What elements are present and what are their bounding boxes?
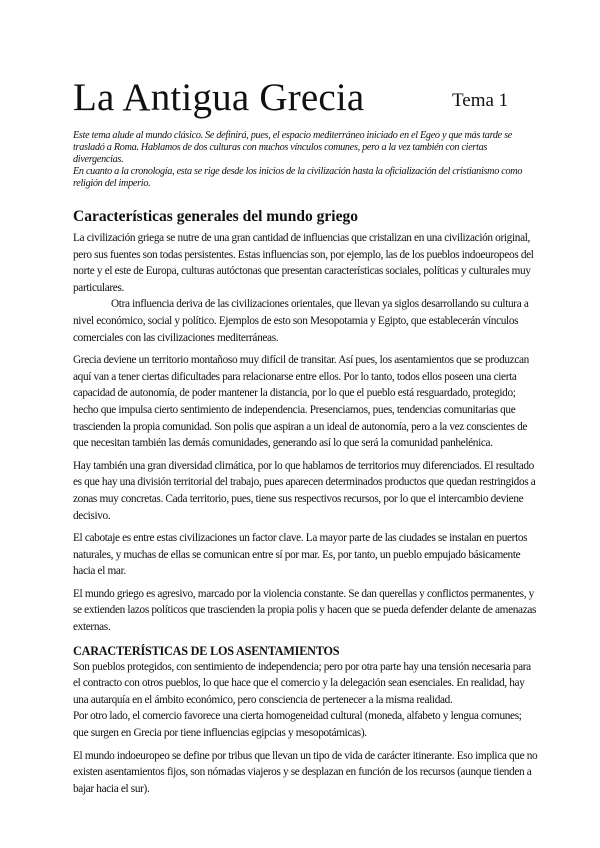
body-paragraph: Por otro lado, el comercio favorece una cierta homogeneidad cultural (moneda, alfabeto y lengua comunes; que surgen en Grecia por tiene influencias egipcias y mesopotámicas). xyxy=(73,710,522,740)
subsection-heading: CARACTERÍSTICAS DE LOS ASENTAMIENTOS xyxy=(73,643,340,658)
body-paragraph: La civilización griega se nutre de una gran cantidad de influencias que cristalizan en una civilización original, pero sus fuentes son todas persistentes. Estas influencias son, por ejemplo, las de los pueblos indoeuropeos del norte y el este de Europa, culturas autóctonas que presentan características sociales, políticas y culturales muy particulares. xyxy=(73,232,534,294)
section-heading: Características generales del mundo griego xyxy=(73,208,358,225)
intro-paragraph: Este tema alude al mundo clásico. Se definirá, pues, el espacio mediterráneo iniciado en el Egeo y que más tarde se trasladó a Roma. Hablamos de dos culturas con muchos vínculos comunes, pero a la vez también con ciertas divergencias. xyxy=(73,130,513,165)
intro-abstract xyxy=(73,130,538,190)
intro-paragraph: En cuanto a la cronología, esta se rige desde los inicios de la civilización hasta la oficialización del cristianismo como religión del imperio. xyxy=(73,166,523,189)
body-paragraph: El mundo indoeuropeo se define por tribus que llevan un tipo de vida de carácter itinerante. Eso implica que no existen asentamientos fijos, son nómadas viajeros y se desplazan en función de los recursos (aunque tienden a bajar hacia el sur). xyxy=(73,749,538,795)
document-body xyxy=(73,207,538,803)
body-paragraph: El cabotaje es entre estas civilizaciones un factor clave. La mayor parte de las ciudades se instalan en puertos naturales, y muchas de ellas se comunican entre sí por mar. Es, por tanto, un pueblo empujado básicamente hacia el mar. xyxy=(73,532,528,578)
body-paragraph: Otra influencia deriva de las civilizaciones orientales, que llevan ya siglos desarrollando su cultura a nivel económico, social y político. Ejemplos de esto son Mesopotamia y Egipto, que establecerán vínculos comerciales con las civilizaciones mediterráneas. xyxy=(73,298,529,344)
document-title: La Antigua Grecia xyxy=(73,76,365,119)
body-paragraph: Grecia deviene un territorio montañoso muy difícil de transitar. Así pues, los asentamientos que se produzcan aquí van a tener ciertas dificultades para relacionarse entre ellos. Por lo tanto, todos ellos poseen una cierta capacidad de autonomía, de poder mantener la distancia, por lo que el pueblo está resguardado, protegido; hecho que impulsa cierto sentimiento de independencia. Presenciamos, pues, tendencias comunitarias que trascienden la propia comunidad. Son polis que aspiran a un ideal de autonomía, pero a la vez conscientes de que necesitan también las demás comunidades, generando así lo que será la comunidad panhelénica. xyxy=(73,354,529,450)
body-paragraph: El mundo griego es agresivo, marcado por la violencia constante. Se dan querellas y conflictos permanentes, y se extienden lazos políticos que trascienden la propia polis y hacen que se pueda defender delante de amenazas externas. xyxy=(73,587,537,634)
topic-number: Tema 1 xyxy=(452,90,509,111)
body-paragraph: Hay también una gran diversidad climática, por lo que hablamos de territorios muy diferenciados. El resultado es que hay una división territorial del trabajo, pues aparecen determinados productos que quedan restringidos a zonas muy concretas. Cada territorio, pues, tiene sus respectivos recursos, por lo que el intercambio deviene decisivo. xyxy=(73,459,536,522)
body-paragraph: Son pueblos protegidos, con sentimiento de independencia; pero por otra parte hay una tensión necesaria para el contracto con otros pueblos, lo que hace que el comercio y la delegación sean esenciales. En realidad, hay una autarquía en el ámbito económico, pero consciencia de pertenecer a la misma realidad. xyxy=(73,660,531,706)
